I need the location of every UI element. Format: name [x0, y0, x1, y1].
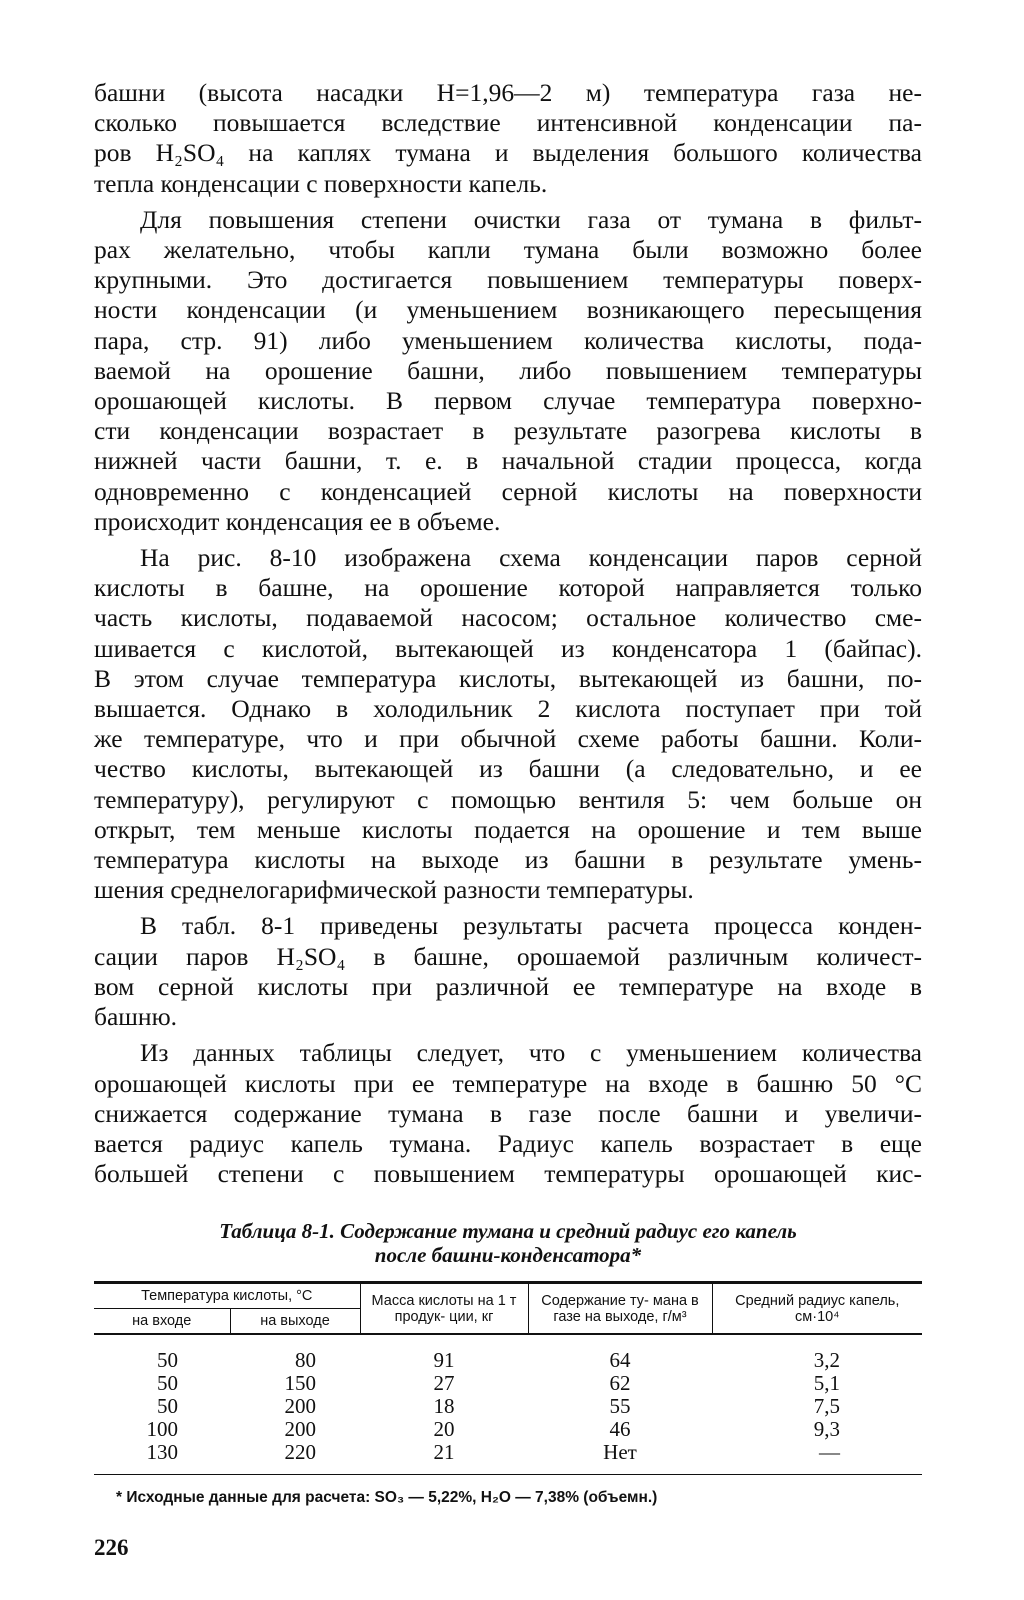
text-line: шивается с кислотой, вытекающей из конденсатора 1 (байпас). [94, 633, 922, 663]
text-line: пара, стр. 91) либо уменьшением количества кислоты, пода- [94, 325, 922, 355]
header-inlet: на входе [94, 1309, 230, 1335]
table-row [94, 1441, 922, 1475]
header-mean-radius: Средний радиус капель, см·10⁴ [712, 1283, 922, 1335]
table-cell: 50 [157, 1394, 178, 1419]
table-cell: 5,1 [813, 1371, 840, 1396]
table-cell: 64 [609, 1348, 631, 1373]
table-caption [94, 1219, 922, 1267]
text-line: сти конденсации возрастает в результате разогрева кислоты в [94, 416, 922, 446]
table-cell: — [712, 1441, 922, 1475]
text-line: Для повышения степени очистки газа от тумана в фильт- [140, 204, 922, 234]
text-line: сации паров H₂SO₄ в башне, орошаемой различным количест- [94, 941, 922, 971]
table-cell: 55 [609, 1394, 631, 1419]
text-line: снижается содержание тумана в газе после башни и увеличи- [94, 1098, 922, 1128]
text-line: сколько повышается вследствие интенсивной конденсации па- [94, 108, 922, 138]
text-line: орошающей кислоты. В первом случае температура поверхно- [94, 386, 922, 416]
header-outlet: на выходе [230, 1309, 360, 1335]
text-line: вается радиус капель тумана. Радиус капель возрастает в еще [94, 1128, 922, 1158]
table-row [94, 1418, 922, 1441]
table-cell: 50 [157, 1348, 178, 1373]
text-line: температуру), регулируют с помощью вентиля 5: чем больше он [94, 784, 922, 814]
table-cell: 200 [284, 1417, 316, 1442]
table-caption-line-2: после башни-конденсатора* [374, 1243, 642, 1268]
table-cell: 9,3 [813, 1417, 840, 1442]
table-caption-line-1: Таблица 8-1. Содержание тумана и средний радиус его капель [219, 1219, 797, 1244]
header-acid-temperature: Температура кислоты, °С [94, 1283, 360, 1309]
text-line: большей степени с повышением температуры орошающей кис- [94, 1159, 922, 1189]
table-row [94, 1334, 922, 1372]
table-cell: 18 [433, 1394, 455, 1419]
table-cell: 200 [284, 1394, 316, 1419]
text-line: ров H₂SO₄ на каплях тумана и выделения большого количества [94, 138, 922, 168]
text-line: вом серной кислоты при различной ее температуре на входе в [94, 971, 922, 1001]
text-line: орошающей кислоты при ее температуре на входе в башню 50 °С [94, 1068, 922, 1098]
text-line: открыт, тем меньше кислоты подается на орошение и тем выше [94, 814, 922, 844]
text-line: рах желательно, чтобы капли тумана были возможно более [94, 235, 922, 265]
paragraph-4 [94, 911, 922, 1032]
table-cell: 220 [230, 1441, 360, 1475]
table-cell: 21 [360, 1441, 528, 1475]
table-cell: 150 [284, 1371, 316, 1396]
text-line: ваемой на орошение башни, либо повышением температуры [94, 355, 922, 385]
text-line: кислоты в башне, на орошение которой направляется только [94, 573, 922, 603]
paragraph-1 [94, 78, 922, 199]
text-line: температура кислоты на выходе из башни в результате умень- [94, 845, 922, 875]
header-fog-content: Содержание ту- мана в газе на выходе, г/м³ [528, 1283, 712, 1335]
paragraph-3 [94, 543, 922, 905]
table-cell: 100 [146, 1417, 178, 1442]
table-cell: 3,2 [813, 1348, 840, 1373]
paragraph-2 [94, 205, 922, 537]
book-page [94, 78, 922, 1561]
header-acid-mass: Масса кислоты на 1 т продук- ции, кг [360, 1283, 528, 1335]
table-cell: 91 [433, 1348, 455, 1373]
text-line: одновременно с конденсацией серной кислоты на поверхности [94, 476, 922, 506]
table-cell: 130 [94, 1441, 230, 1475]
table-row [94, 1372, 922, 1395]
text-line: башни (высота насадки H=1,96—2 м) температура газа не- [94, 78, 922, 107]
text-line: Из данных таблицы следует, что с уменьшением количества [140, 1038, 922, 1068]
text-line: нижней части башни, т. е. в начальной стадии процесса, когда [94, 446, 922, 476]
text-line: чество кислоты, вытекающей из башни (а следовательно, и ее [94, 754, 922, 784]
table-cell: 20 [433, 1417, 455, 1442]
text-line: же температуре, что и при обычной схеме работы башни. Коли- [94, 724, 922, 754]
text-line: шения среднелогарифмической разности температуры. [94, 875, 694, 905]
table-cell: 27 [433, 1371, 455, 1396]
text-line: часть кислоты, подаваемой насосом; остальное количество сме- [94, 603, 922, 633]
table-row [94, 1395, 922, 1418]
table-cell: 80 [295, 1348, 316, 1373]
text-line: вышается. Однако в холодильник 2 кислота поступает при той [94, 694, 922, 724]
paragraph-5 [94, 1038, 922, 1189]
text-line: В табл. 8-1 приведены результаты расчета процесса конден- [140, 911, 922, 941]
table-cell: Нет [528, 1441, 712, 1475]
text-line: крупными. Это достигается повышением температуры поверх- [94, 265, 922, 295]
table-cell: 7,5 [813, 1394, 840, 1419]
text-line: На рис. 8-10 изображена схема конденсации паров серной [140, 543, 922, 573]
table-footnote: * Исходные данные для расчета: SO₃ — 5,22%, H₂O — 7,38% (объемн.) [116, 1489, 658, 1507]
text-line: башню. [94, 1002, 177, 1032]
text-line: тепла конденсации с поверхности капель. [94, 168, 548, 198]
data-table [94, 1281, 922, 1475]
table-cell: 62 [609, 1371, 631, 1396]
text-line: ности конденсации (и уменьшением возникающего пересыщения [94, 295, 922, 325]
table-cell: 50 [157, 1371, 178, 1396]
text-line: происходит конденсация ее в объеме. [94, 506, 501, 536]
table-cell: 46 [609, 1417, 631, 1442]
text-line: В этом случае температура кислоты, вытекающей из башни, по- [94, 663, 922, 693]
page-number: 226 [94, 1535, 129, 1561]
